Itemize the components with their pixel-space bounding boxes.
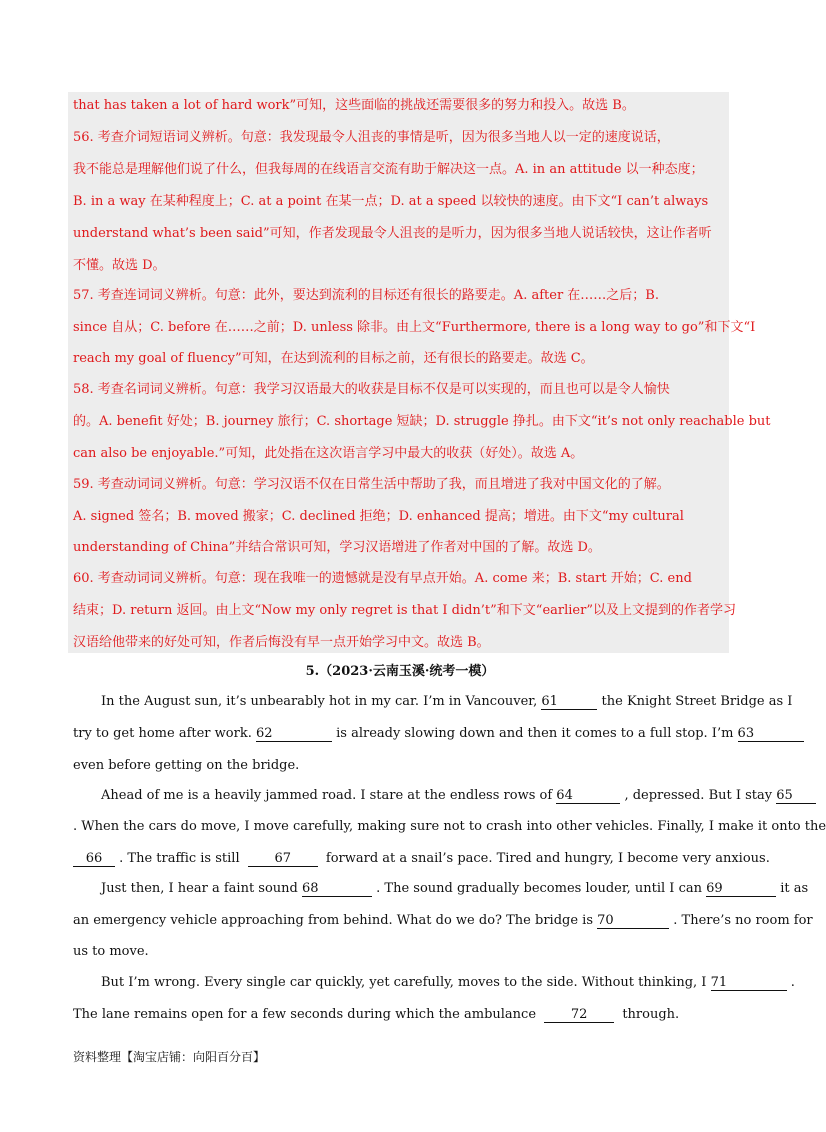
- question-heading: 5.（2023·云南玉溪·统考一模）: [305, 664, 495, 679]
- passage-line: [73, 850, 770, 868]
- passage-text: Ahead of me is a heavily jammed road. I stare at the endless rows of: [101, 788, 553, 803]
- passage-text: it as: [780, 881, 809, 896]
- passage-text: . The traffic is still: [119, 851, 240, 866]
- blank-63[interactable]: 63: [738, 726, 804, 742]
- passage-text: , depressed. But I stay: [624, 788, 773, 803]
- answer-line: 59. 考查动词词义辨析。句意：学习汉语不仅在日常生活中帮助了我，而且增进了我对中国文化的了解。: [73, 477, 670, 492]
- passage-line: [73, 1006, 729, 1024]
- answer-line: since 自从；C. before 在……之前；D. unless 除非。由上文“Furthermore, there is a long way to go”和下文“I: [73, 320, 756, 335]
- passage-text: an emergency vehicle approaching from behind. What do we do? The bridge is: [73, 913, 593, 928]
- passage-line: [101, 974, 795, 992]
- passage-text: the Knight Street Bridge as I: [601, 694, 793, 709]
- passage-text: even before getting on the bridge.: [73, 758, 300, 773]
- footer-source: 资料整理【淘宝店铺：向阳百分百】: [73, 1050, 266, 1064]
- passage-line: [73, 757, 729, 775]
- passage-text: The lane remains open for a few seconds during which the ambulance: [73, 1007, 537, 1022]
- answer-line: A. signed 签名；B. moved 搬家；C. declined 拒绝；D. enhanced 提高；增进。由下文“my cultural: [73, 509, 684, 524]
- passage-line: [73, 818, 826, 836]
- passage-text: .: [790, 975, 795, 990]
- passage-text: try to get home after work.: [73, 726, 252, 741]
- passage-text: . There’s no room for: [673, 913, 813, 928]
- passage-text: through.: [622, 1007, 680, 1022]
- blank-70[interactable]: 70: [597, 913, 669, 929]
- answer-line: B. in a way 在某种程度上；C. at a point 在某一点；D. at a speed 以较快的速度。由下文“I can’t always: [73, 194, 709, 209]
- blank-69[interactable]: 69: [706, 881, 776, 897]
- passage-text: In the August sun, it’s unbearably hot in my car. I’m in Vancouver,: [101, 694, 538, 709]
- blank-67[interactable]: 67: [248, 851, 318, 867]
- answer-line: understanding of China”并结合常识可知，学习汉语增进了作者对中国的了解。故选 D。: [73, 540, 601, 555]
- passage-text: forward at a snail’s pace. Tired and hungry, I become very anxious.: [325, 851, 770, 866]
- passage-line: [101, 693, 793, 711]
- passage-line: [73, 725, 755, 743]
- blank-72[interactable]: 72: [544, 1007, 614, 1023]
- answer-line: 的。A. benefit 好处；B. journey 旅行；C. shortage 短缺；D. struggle 挣扎。由下文“it’s not only reachable but: [73, 414, 771, 429]
- passage-text: Just then, I hear a faint sound: [101, 881, 298, 896]
- answer-line: 不懂。故选 D。: [73, 258, 166, 273]
- blank-66[interactable]: 66: [73, 851, 115, 867]
- answer-line: 结束；D. return 返回。由上文“Now my only regret is that I didn’t”和下文“earlier”以及上文提到的作者学习: [73, 603, 736, 618]
- blank-68[interactable]: 68: [302, 881, 372, 897]
- answer-line: 我不能总是理解他们说了什么，但我每周的在线语言交流有助于解决这一点。A. in an attitude 以一种态度；: [73, 162, 704, 177]
- blank-71[interactable]: 71: [711, 975, 787, 991]
- passage-text: But I’m wrong. Every single car quickly, yet carefully, moves to the side. Without thinking, I: [101, 975, 707, 990]
- passage-text: is already slowing down and then it comes to a full stop. I’m: [336, 726, 734, 741]
- answer-line: that has taken a lot of hard work”可知，这些面临的挑战还需要很多的努力和投入。故选 B。: [73, 98, 635, 113]
- passage-line: [73, 912, 813, 930]
- answer-line: 58. 考查名词词义辨析。句意：我学习汉语最大的收获是目标不仅是可以实现的，而且也可以是令人愉快: [73, 382, 670, 397]
- answer-line: understand what’s been said”可知，作者发现最令人沮丧的是听力，因为很多当地人说话较快，这让作者听: [73, 226, 712, 241]
- passage-line: [101, 787, 793, 805]
- blank-61[interactable]: 61: [541, 694, 597, 710]
- blank-64[interactable]: 64: [556, 788, 620, 804]
- answer-line: 60. 考查动词词义辨析。句意：现在我唯一的遗憾就是没有早点开始。A. come 来；B. start 开始；C. end: [73, 571, 692, 586]
- passage-text: . The sound gradually becomes louder, until I can: [376, 881, 702, 896]
- answer-line: 57. 考查连词词义辨析。句意：此外，要达到流利的目标还有很长的路要走。A. after 在……之后；B.: [73, 288, 659, 303]
- answer-line: 汉语给他带来的好处可知，作者后悔没有早一点开始学习中文。故选 B。: [73, 635, 490, 650]
- blank-65[interactable]: 65: [776, 788, 816, 804]
- passage-line: [73, 943, 729, 961]
- answer-line: can also be enjoyable.”可知，此处指在这次语言学习中最大的收获（好处）。故选 A。: [73, 446, 584, 461]
- answer-line: reach my goal of fluency”可知，在达到流利的目标之前，还有很长的路要走。故选 C。: [73, 351, 594, 366]
- blank-62[interactable]: 62: [256, 726, 332, 742]
- passage-text: us to move.: [73, 944, 149, 959]
- answer-line: 56. 考查介词短语词义辨析。句意：我发现最令人沮丧的事情是听，因为很多当地人以一定的速度说话，: [73, 130, 670, 145]
- passage-line: [101, 880, 809, 898]
- passage-text: . When the cars do move, I move carefully, making sure not to crash into other vehicles. Finally, I make it onto the: [73, 819, 826, 834]
